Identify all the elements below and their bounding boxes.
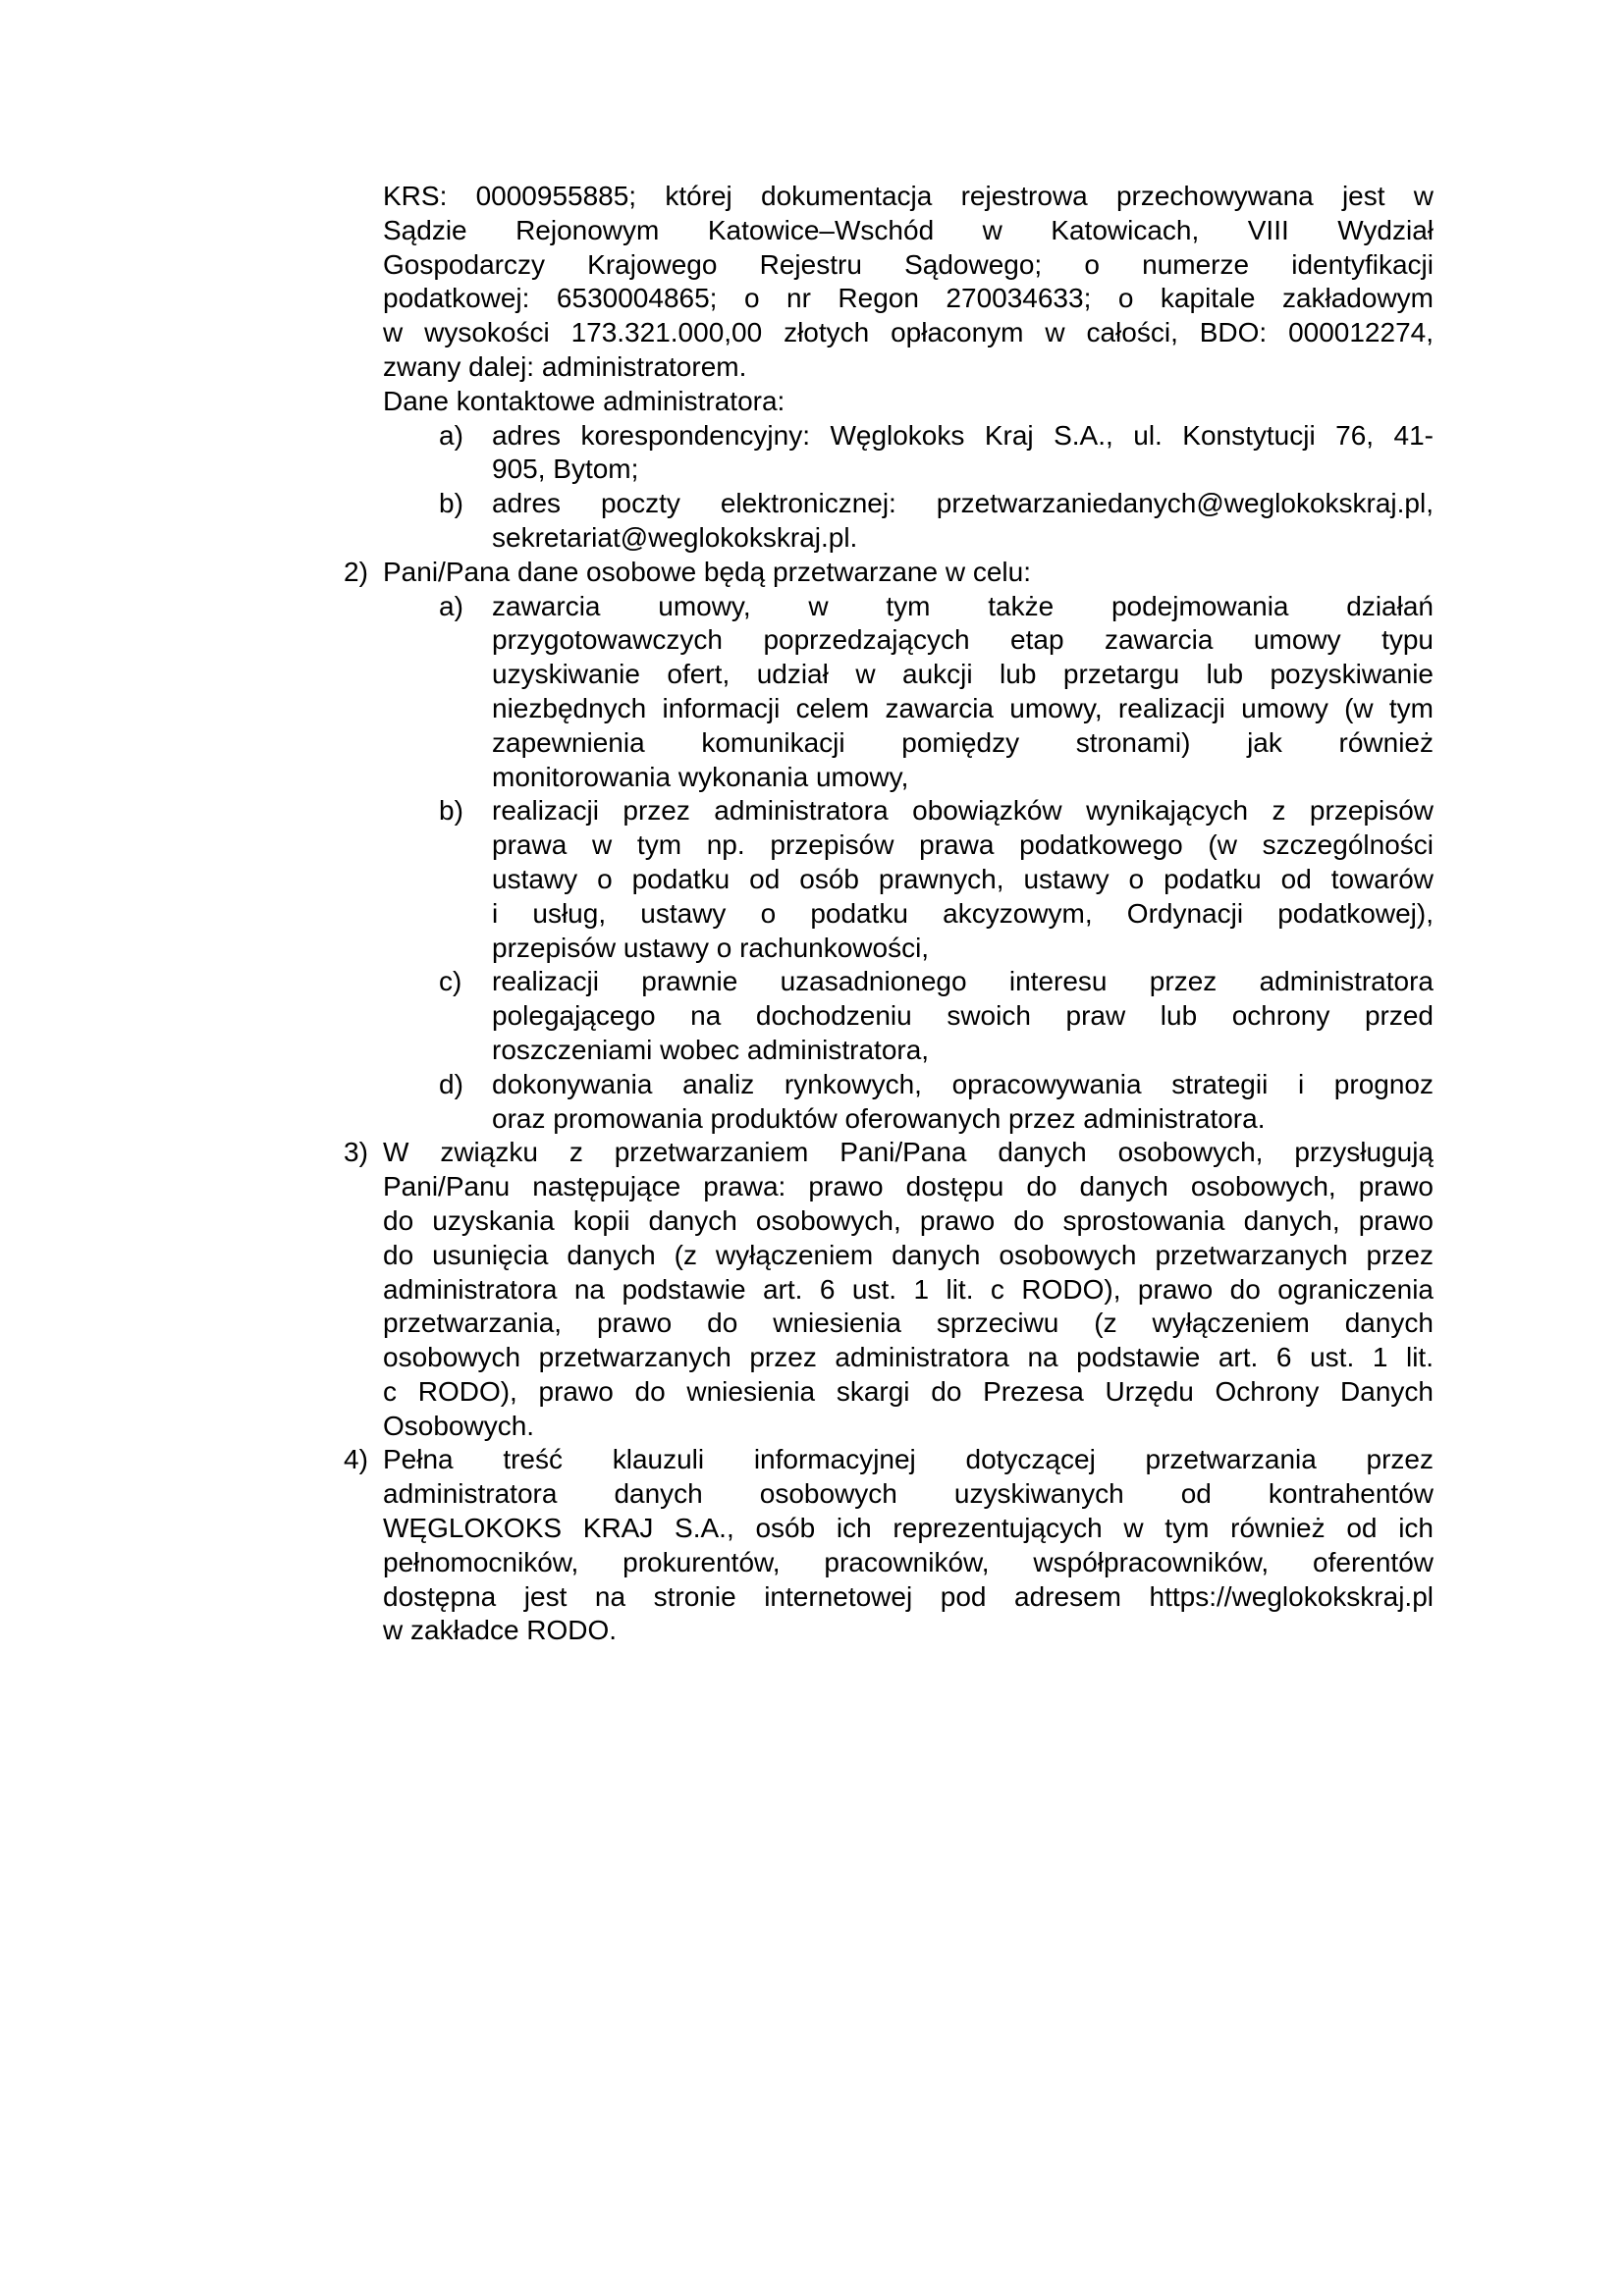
text-line: W związku z przetwarzaniem Pani/Pana danych osobowych, przysługują — [383, 1137, 1434, 1168]
text-line: w zakładce RODO. — [383, 1615, 618, 1646]
text-line: c RODO), prawo do wniesienia skargi do Prezesa Urzędu Ochrony Danych — [383, 1375, 1434, 1407]
text-line: Gospodarczy Krajowego Rejestru Sądowego; o numerze identyfikacji — [383, 248, 1434, 280]
text-line: niezbędnych informacji celem zawarcia umowy, realizacji umowy (w tym — [492, 692, 1434, 723]
list-marker: 4) — [344, 1444, 368, 1475]
text-line: uzyskiwanie ofert, udział w aukcji lub przetargu lub pozyskiwanie — [492, 659, 1434, 690]
list-item — [439, 419, 1434, 488]
list-marker: b) — [439, 795, 463, 827]
text-line: 905, Bytom; — [492, 454, 639, 485]
list-marker: a) — [439, 419, 463, 451]
text-line: adres poczty elektronicznej: przetwarzaniedanych@weglokokskraj.pl, — [492, 488, 1434, 519]
list-marker: c) — [439, 966, 462, 997]
list-item — [439, 590, 1434, 795]
text-line: przygotowawczych poprzedzających etap zawarcia umowy typu — [492, 624, 1434, 656]
text-line: sekretariat@weglokokskraj.pl. — [492, 521, 858, 553]
list-marker: d) — [439, 1068, 463, 1099]
text-line: Pani/Pana dane osobowe będą przetwarzane w celu: — [383, 556, 1031, 587]
text-line: osobowych przetwarzanych przez administratora na podstawie art. 6 ust. 1 lit. — [383, 1342, 1434, 1373]
text-line: Sądzie Rejonowym Katowice–Wschód w Katowicach, VIII Wydział — [383, 214, 1434, 245]
list-item — [344, 1443, 1434, 1648]
text-line: KRS: 0000955885; której dokumentacja rejestrowa przechowywana jest w — [383, 181, 1434, 211]
text-line: Osobowych. — [383, 1410, 535, 1441]
text-line: WĘGLOKOKS KRAJ S.A., osób ich reprezentujących w tym również od ich — [383, 1513, 1434, 1544]
paragraph — [383, 385, 1434, 419]
text-line: podatkowej: 6530004865; o nr Regon 270034633; o kapitale zakładowym — [383, 283, 1434, 314]
text-line: roszczeniami wobec administratora, — [492, 1034, 930, 1065]
text-line: dokonywania analiz rynkowych, opracowywania strategii i prognoz — [492, 1068, 1434, 1099]
text-line: i usług, ustawy o podatku akcyzowym, Ordynacji podatkowej), — [492, 897, 1434, 929]
text-line: administratora na podstawie art. 6 ust. 1 lit. c RODO), prawo do ograniczenia — [383, 1273, 1434, 1305]
list-item — [439, 965, 1434, 1067]
list-item — [439, 487, 1434, 556]
text-line: Pełna treść klauzuli informacyjnej dotyczącej przetwarzania przez — [383, 1444, 1434, 1475]
text-line: oraz promowania produktów oferowanych przez administratora. — [492, 1102, 1266, 1134]
list-item — [439, 1068, 1434, 1137]
paragraph — [383, 180, 1434, 385]
text-line: polegającego na dochodzeniu swoich praw lub ochrony przed — [492, 1000, 1434, 1032]
list-marker: b) — [439, 488, 463, 519]
text-line: Pani/Panu następujące prawa: prawo dostępu do danych osobowych, prawo — [383, 1171, 1434, 1202]
text-line: realizacji prawnie uzasadnionego interesu przez administratora — [492, 966, 1434, 997]
text-line: realizacji przez administratora obowiązków wynikających z przepisów — [492, 795, 1434, 827]
document-content — [0, 180, 1624, 1648]
text-line: pełnomocników, prokurentów, pracowników, współpracowników, oferentów — [383, 1546, 1434, 1577]
text-line: administratora danych osobowych uzyskiwanych od kontrahentów — [383, 1478, 1434, 1510]
text-line: zapewnienia komunikacji pomiędzy stronami) jak również — [492, 726, 1434, 758]
list-marker: 2) — [344, 556, 368, 587]
list-marker: a) — [439, 590, 463, 621]
text-line: przetwarzania, prawo do wniesienia sprzeciwu (z wyłączeniem danych — [383, 1308, 1434, 1339]
list-item — [344, 1136, 1434, 1443]
list-marker: 3) — [344, 1137, 368, 1168]
text-line: do uzyskania kopii danych osobowych, prawo do sprostowania danych, prawo — [383, 1204, 1434, 1236]
text-line: przepisów ustawy o rachunkowości, — [492, 932, 930, 963]
text-line: prawa w tym np. przepisów prawa podatkowego (w szczególności — [492, 829, 1434, 861]
text-line: ustawy o podatku od osób prawnych, ustawy o podatku od towarów — [492, 863, 1434, 894]
text-line: adres korespondencyjny: Węglokoks Kraj S.A., ul. Konstytucji 76, 41- — [492, 419, 1434, 451]
text-line: Dane kontaktowe administratora: — [383, 385, 785, 416]
text-line: zawarcia umowy, w tym także podejmowania działań — [492, 590, 1434, 621]
text-line: zwany dalej: administratorem. — [383, 350, 747, 382]
text-line: monitorowania wykonania umowy, — [492, 761, 909, 792]
text-line: dostępna jest na stronie internetowej pod adresem https://weglokokskraj.pl — [383, 1580, 1434, 1612]
list-item — [439, 794, 1434, 965]
text-line: w wysokości 173.321.000,00 złotych opłaconym w całości, BDO: 000012274, — [383, 317, 1434, 348]
list-item — [344, 556, 1434, 590]
text-line: do usunięcia danych (z wyłączeniem danych osobowych przetwarzanych przez — [383, 1239, 1434, 1270]
